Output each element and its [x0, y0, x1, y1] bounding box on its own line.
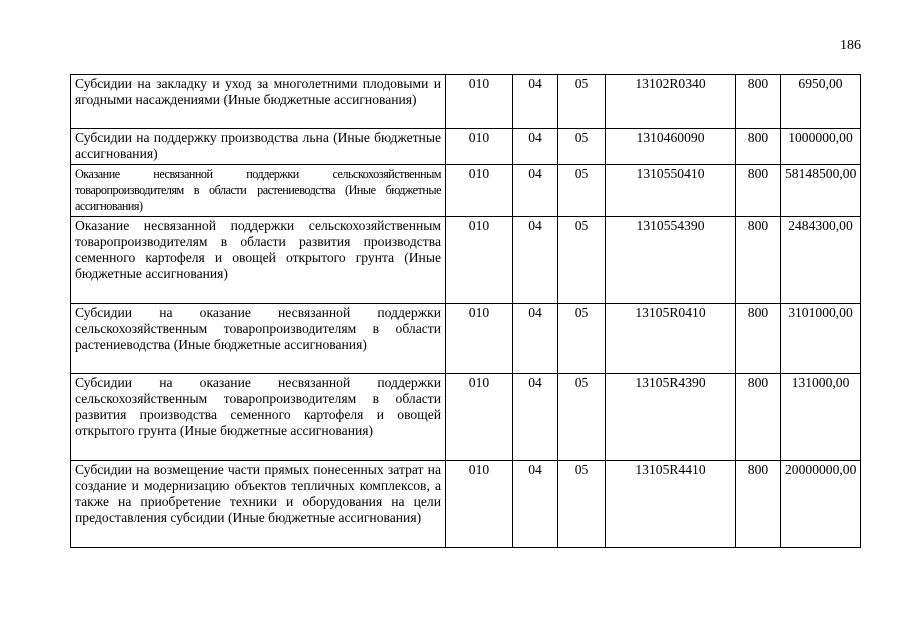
row-description: [71, 165, 446, 217]
table-row: [71, 461, 861, 548]
table-row: [71, 75, 861, 129]
ministry-code: 010: [446, 75, 513, 129]
target-code: 13102R0340: [606, 75, 736, 129]
amount: 131000,00: [781, 374, 861, 461]
amount: 2484300,00: [781, 217, 861, 304]
target-code: 13105R0410: [606, 304, 736, 374]
page-number: 186: [840, 38, 861, 53]
section-code: 04: [513, 217, 558, 304]
amount: 58148500,00: [781, 165, 861, 217]
row-description: Оказание несвязанной поддержки сельскохозяйственным товаропроизводителям в области развития производства семенного картофеля и овощей открытого грунта (Иные бюджетные ассигнования): [71, 217, 446, 304]
ministry-code: 010: [446, 304, 513, 374]
budget-table: [70, 74, 861, 548]
table-row: [71, 374, 861, 461]
expense-type-code: 800: [736, 304, 781, 374]
subsection-code: 05: [558, 129, 606, 165]
subsection-code: 05: [558, 165, 606, 217]
section-code: 04: [513, 129, 558, 165]
target-code: 13105R4390: [606, 374, 736, 461]
table-row: [71, 165, 861, 217]
subsection-code: 05: [558, 75, 606, 129]
amount: 6950,00: [781, 75, 861, 129]
row-description: Субсидии на возмещение части прямых понесенных затрат на создание и модернизацию объектов тепличных комплексов, а также на приобретение техники и оборудования на цели предоставления субсидии (Иные бюджетные ассигнования): [71, 461, 446, 548]
section-code: 04: [513, 165, 558, 217]
row-description: Субсидии на поддержку производства льна (Иные бюджетные ассигнования): [71, 129, 446, 165]
subsection-code: 05: [558, 461, 606, 548]
expense-type-code: 800: [736, 75, 781, 129]
target-code: 1310550410: [606, 165, 736, 217]
subsection-code: 05: [558, 217, 606, 304]
table-row: [71, 217, 861, 304]
section-code: 04: [513, 374, 558, 461]
target-code: 13105R4410: [606, 461, 736, 548]
ministry-code: 010: [446, 129, 513, 165]
row-description: Субсидии на закладку и уход за многолетними плодовыми и ягодными насаждениями (Иные бюджетные ассигнования): [71, 75, 446, 129]
subsection-code: 05: [558, 304, 606, 374]
target-code: 1310554390: [606, 217, 736, 304]
amount: 20000000,00: [781, 461, 861, 548]
ministry-code: 010: [446, 374, 513, 461]
section-code: 04: [513, 75, 558, 129]
section-code: 04: [513, 461, 558, 548]
amount: 1000000,00: [781, 129, 861, 165]
expense-type-code: 800: [736, 217, 781, 304]
row-description-tail: растениеводства (Иные бюджетные ассигнования): [75, 183, 442, 213]
table-row: [71, 129, 861, 165]
expense-type-code: 800: [736, 461, 781, 548]
row-description: Субсидии на оказание несвязанной поддержки сельскохозяйственным товаропроизводителям в области развития производства семенного картофеля и овощей открытого грунта (Иные бюджетные ассигнования): [71, 374, 446, 461]
subsection-code: 05: [558, 374, 606, 461]
ministry-code: 010: [446, 217, 513, 304]
row-description: Субсидии на оказание несвязанной поддержки сельскохозяйственным товаропроизводителям в области растениеводства (Иные бюджетные ассигнования): [71, 304, 446, 374]
row-description-main: Оказание несвязанной поддержки сельскохозяйственным товаропроизводителям в области: [75, 167, 441, 197]
ministry-code: 010: [446, 461, 513, 548]
section-code: 04: [513, 304, 558, 374]
amount: 3101000,00: [781, 304, 861, 374]
ministry-code: 010: [446, 165, 513, 217]
target-code: 1310460090: [606, 129, 736, 165]
table-row: [71, 304, 861, 374]
expense-type-code: 800: [736, 374, 781, 461]
expense-type-code: 800: [736, 165, 781, 217]
expense-type-code: 800: [736, 129, 781, 165]
